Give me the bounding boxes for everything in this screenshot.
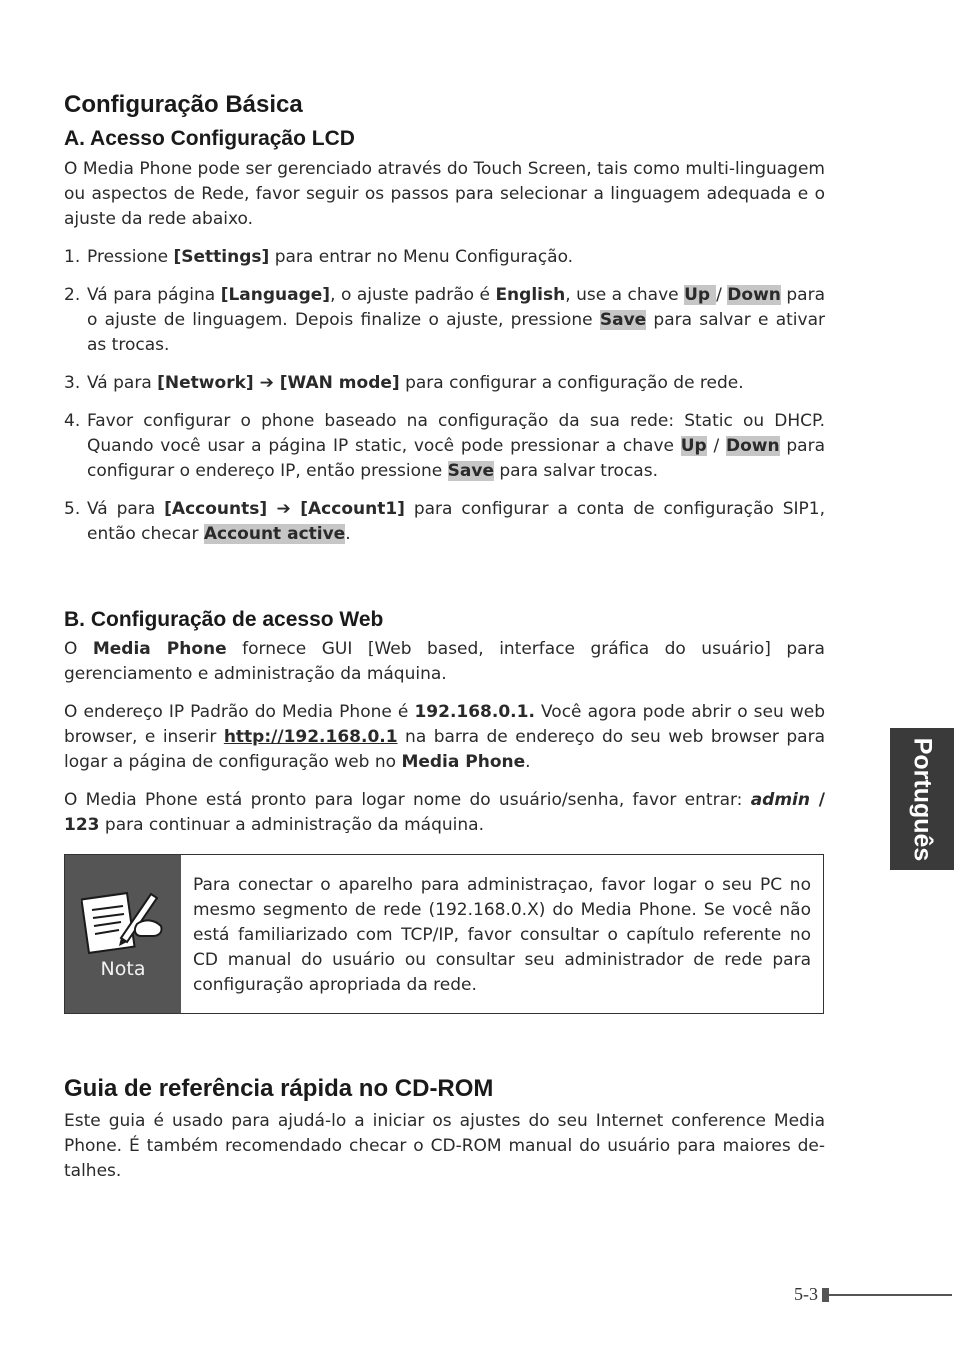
side-tab-label: Português	[908, 737, 937, 861]
english-value: English	[495, 285, 566, 305]
section-a-heading: A. Acesso Configuração LCD	[64, 127, 355, 150]
step-number: 1.	[64, 247, 81, 267]
language-key: [Language]	[220, 285, 331, 305]
section-b-paragraph-1: O Media Phone fornece GUI [Web based, interface gráfica do usuário] para gerenciamento e administração da máquina.	[64, 639, 825, 684]
page-footer	[794, 1284, 952, 1305]
save-key-highlight: Save	[447, 461, 494, 481]
footer-rule	[829, 1294, 952, 1296]
guide-text: Este guia é usado para ajudá-lo a iniciar os ajustes do seu Internet conference Media Phone. É também recomendado checar o CD-ROM manual do usuário para maiores de-talhes.	[64, 1111, 825, 1181]
step-number: 5.	[64, 499, 81, 519]
list-item	[64, 245, 825, 270]
list-item	[64, 283, 825, 358]
note-text: Para conectar o aparelho para administraçao, favor logar o seu PC no mesmo segmento de rede (192.168.0.X) do Media Phone. Se você não está familiarizado com TCP/IP, favor consultar o capítulo referente no CD manual do usuário ou consultar seu administrador de rede para configuração apropriada da rede.	[193, 875, 811, 995]
section-b-paragraph-3: O Media Phone está pronto para logar nome do usuário/senha, favor entrar: admin / 123 para continuar a administração da máquina.	[64, 790, 825, 835]
step-number: 4.	[64, 411, 81, 431]
note-label: Nota	[100, 958, 146, 980]
wan-mode-key: [WAN mode]	[279, 373, 400, 393]
page-title: Configuração Básica	[64, 91, 303, 118]
username-value: admin	[750, 790, 810, 810]
arrow-right-icon: ➔	[253, 373, 280, 393]
arrow-right-icon: ➔	[267, 499, 301, 519]
account-active-highlight: Account active	[203, 524, 346, 544]
list-item	[64, 409, 825, 484]
note-panel	[65, 855, 181, 1013]
default-ip: 192.168.0.1.	[414, 702, 535, 722]
list-item	[64, 497, 825, 547]
step-text: Pressione [Settings] para entrar no Menu Configuração.	[87, 247, 574, 267]
password-value: / 123	[64, 790, 825, 835]
account1-key: [Account1]	[300, 499, 405, 519]
note-content	[181, 855, 823, 1013]
network-key: [Network]	[157, 373, 254, 393]
step-text: Favor configurar o phone baseado na configuração da sua rede: Static ou DHCP. Quando você usar a página IP static, você pode pressionar a chave Up / Down para configurar o endereço IP, então pressione Save para salvar trocas.	[87, 411, 825, 481]
step-text: Vá para página [Language], o ajuste padrão é English, use a chave Up / Down para o ajuste de linguagem. Depois finalize o ajuste, pressione Save para salvar e ativar as trocas.	[87, 285, 825, 355]
section-a-intro: O Media Phone pode ser gerenciado através do Touch Screen, tais como multi-linguagem ou aspectos de Rede, favor seguir os passos para selecionar a linguagem adequada e o ajuste da rede abaixo.	[64, 159, 825, 229]
section-b-paragraph-2: O endereço IP Padrão do Media Phone é 192.168.0.1. Você agora pode abrir o seu web browser, e inserir http://192.168.0.1 na barra de endereço do seu web browser para logar a página de configuração web no Media Phone.	[64, 702, 825, 772]
note-pen-icon	[81, 888, 165, 954]
guide-heading: Guia de referência rápida no CD-ROM	[64, 1075, 494, 1102]
step-number: 2.	[64, 285, 81, 305]
up-key-highlight: Up	[680, 436, 707, 456]
step-text: Vá para [Network] ➔ [WAN mode] para configurar a configuração de rede.	[87, 373, 744, 393]
save-key-highlight: Save	[599, 310, 647, 330]
section-b-heading: B. Configuração de acesso Web	[64, 608, 384, 631]
footer-marker	[822, 1288, 829, 1302]
down-key-highlight: Down	[726, 436, 780, 456]
up-key-highlight: Up	[684, 285, 717, 305]
accounts-key: [Accounts]	[164, 499, 268, 519]
list-item	[64, 371, 825, 396]
lcd-steps-list	[64, 245, 825, 547]
settings-key: [Settings]	[173, 247, 270, 267]
language-side-tab	[890, 728, 954, 870]
step-number: 3.	[64, 373, 81, 393]
web-config-link[interactable]: http://192.168.0.1	[223, 727, 398, 747]
page-number: 5-3	[794, 1284, 818, 1304]
note-box	[64, 854, 824, 1014]
down-key-highlight: Down	[727, 285, 781, 305]
step-text: Vá para [Accounts] ➔ [Account1] para configurar a conta de configuração SIP1, então checar Account active.	[87, 499, 825, 544]
page-content	[64, 88, 825, 1184]
